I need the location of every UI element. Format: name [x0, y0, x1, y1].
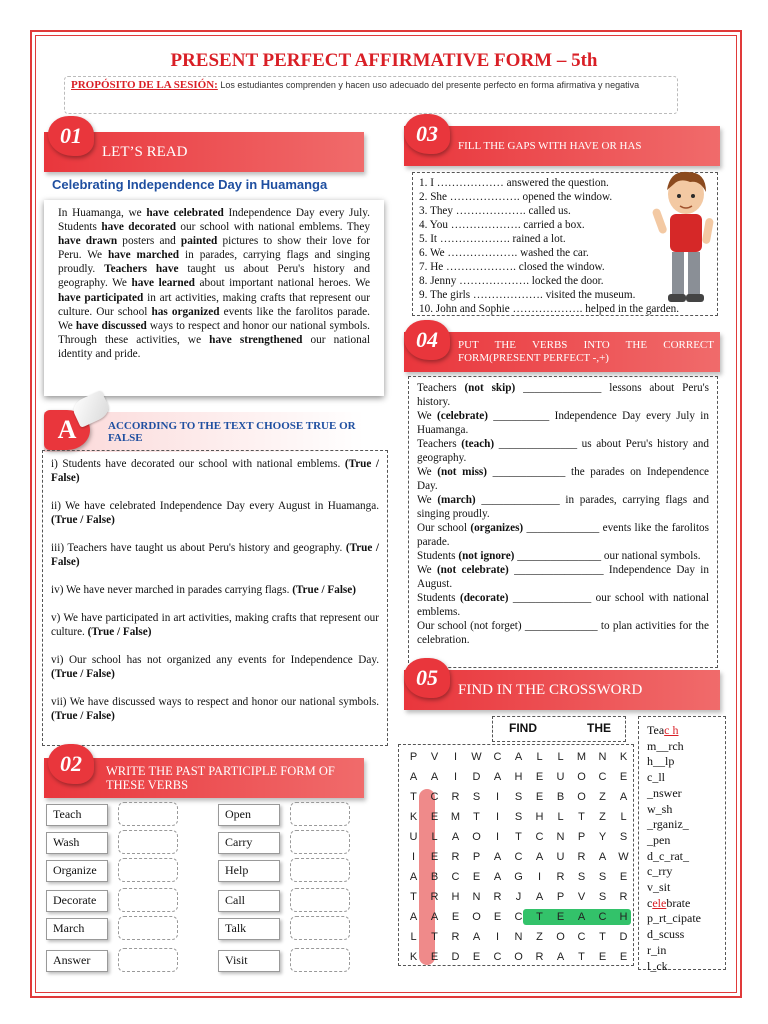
grid-letter[interactable]: K [619, 751, 628, 763]
section-1-heading: LET’S READ [102, 143, 188, 160]
sentence-rest: _______________ our national symbols. [514, 550, 701, 562]
bold-verb: have drawn [58, 235, 118, 248]
sentence-start: We [417, 466, 438, 478]
section-2-header [44, 751, 364, 798]
word-part: p_rt_cipate [647, 911, 701, 926]
word-list-item [647, 911, 717, 927]
word-list-item [647, 864, 717, 880]
verb-sentence [417, 619, 709, 647]
verb-sentence [417, 465, 709, 493]
sentence-start: Students [417, 592, 460, 604]
grid-letter[interactable]: I [453, 771, 458, 783]
word-list-item [647, 754, 717, 770]
sentence-start: We [417, 564, 437, 576]
grid-letter[interactable]: R [451, 851, 460, 863]
highlighted-letters: ele [652, 895, 667, 910]
word-list-item [647, 927, 717, 943]
page-title: PRESENT PERFECT AFFIRMATIVE FORM – 5th [170, 50, 598, 71]
true-false-choice[interactable]: (True / False) [51, 710, 115, 722]
grid-letter[interactable]: R [556, 871, 565, 883]
answer-blank[interactable] [290, 858, 350, 882]
verb-form-box [408, 376, 718, 668]
section-2-heading: WRITE THE PAST PARTICIPLE FORM OF THESE VERBS [106, 764, 335, 792]
gap-sentence: 2. She ………………. opened the window. [419, 191, 613, 203]
section-1-number: 01 [48, 116, 94, 156]
grid-letter[interactable]: A [598, 851, 607, 863]
word-part: c_rry [647, 864, 673, 879]
statement-text: iii) Teachers have taught us about Peru's history and geography. [51, 542, 346, 554]
find-label: FIND [509, 721, 537, 735]
grid-letter[interactable]: Z [536, 931, 543, 943]
grid-letter[interactable]: L [410, 931, 417, 943]
answer-blank[interactable] [290, 948, 350, 972]
grid-letter[interactable]: T [410, 791, 417, 803]
sentence-start: Our school (not forget) [417, 620, 525, 632]
grid-letter[interactable]: C [535, 831, 544, 843]
grid-letter[interactable]: E [619, 771, 628, 783]
section-4-number: 04 [404, 320, 450, 360]
bold-verb: have strengthened [209, 333, 303, 346]
purpose-label: PROPÓSITO DE LA SESIÓN: [71, 79, 218, 91]
word-list-item [647, 833, 717, 849]
grid-letter[interactable]: V [577, 891, 586, 903]
grid-letter[interactable]: P [409, 751, 418, 763]
grid-letter[interactable]: O [514, 951, 523, 963]
answer-blank[interactable] [118, 830, 178, 854]
grid-letter[interactable]: S [514, 811, 523, 823]
gap-sentence: 8. Jenny ………………. locked the door. [419, 275, 604, 287]
verb-word: Help [218, 860, 280, 882]
sentence-rest: ______________ in parades, carrying flags and singing proudly. [417, 494, 709, 520]
grid-letter[interactable]: U [409, 831, 418, 843]
word-list-item [647, 817, 717, 833]
grid-letter[interactable]: A [514, 751, 523, 763]
grid-letter[interactable]: P [577, 831, 586, 843]
sentence-rest: _____________ to plan activities for the celebration. [417, 620, 709, 646]
grid-letter[interactable]: E [472, 951, 481, 963]
word-list [638, 716, 726, 973]
grid-letter[interactable]: E [535, 771, 544, 783]
grid-letter[interactable]: A [493, 771, 502, 783]
bold-verb: have marched [108, 249, 180, 262]
purpose-text: Los estudiantes comprenden y hacen uso adecuado del presente perfecto en forma afirmativa y negativa [220, 80, 640, 90]
sentence-rest: ______________ our school with national emblems. [417, 592, 709, 618]
grid-letter[interactable]: S [514, 791, 523, 803]
grid-letter[interactable]: A [430, 771, 439, 783]
grid-letter[interactable]: O [556, 931, 565, 943]
verb-sentence [417, 437, 709, 465]
word-part: m__rch [647, 738, 684, 753]
grid-letter[interactable]: C [493, 951, 502, 963]
grid-letter[interactable]: K [409, 811, 418, 823]
grid-letter[interactable]: O [577, 771, 586, 783]
word-list-item [647, 770, 717, 786]
verb-sentence [417, 381, 709, 409]
grid-letter[interactable]: C [493, 751, 502, 763]
gap-sentence: 7. He ………………. closed the window. [419, 261, 605, 273]
section-5-header [404, 665, 720, 710]
answer-blank[interactable] [290, 888, 350, 912]
verb-prompt: (teach) [461, 438, 495, 450]
gap-sentence: 10. John and Sophie ………………. helped in the garden. [419, 303, 680, 315]
word-part: c_ll [647, 770, 665, 785]
grid-letter[interactable]: L [431, 831, 438, 843]
verb-word: Organize [46, 860, 108, 882]
grid-letter[interactable]: A [493, 871, 502, 883]
grid-letter[interactable]: C [514, 851, 523, 863]
grid-letter[interactable]: T [410, 891, 417, 903]
grid-letter[interactable]: U [556, 771, 565, 783]
answer-blank[interactable] [290, 916, 350, 940]
grid-letter[interactable]: A [535, 851, 544, 863]
grid-letter[interactable]: I [495, 931, 500, 943]
grid-letter[interactable]: D [451, 951, 460, 963]
gap-sentence: 4. You ………………. carried a box. [419, 219, 585, 231]
grid-letter[interactable]: K [409, 951, 418, 963]
sentence-rest: ______________ us about Peru's history and geography. [417, 438, 709, 464]
section-a-letter: A [44, 410, 90, 450]
grid-letter[interactable]: I [453, 751, 458, 763]
word-list-item [647, 786, 717, 802]
gap-sentence: 1. I ……………… answered the question. [419, 177, 609, 189]
statement-text: vii) We have discussed ways to respect and honor our national symbols. [51, 696, 379, 708]
grid-letter[interactable]: W [618, 851, 629, 863]
grid-letter[interactable]: P [556, 891, 565, 903]
grid-letter[interactable]: E [535, 791, 544, 803]
grid-letter[interactable]: I [495, 791, 500, 803]
grid-letter[interactable]: C [598, 771, 607, 783]
statement-text: v) We have participated in art activities, making crafts that represent our culture. [51, 612, 379, 638]
section-3-header [404, 121, 720, 166]
grid-letter[interactable]: U [556, 851, 565, 863]
sentence-start: Our school [417, 522, 471, 534]
answer-blank[interactable] [118, 948, 178, 972]
word-part: c [647, 895, 653, 910]
section-1-header [44, 123, 364, 172]
true-false-choice[interactable]: (True / False) [292, 584, 356, 596]
grid-letter[interactable]: O [472, 911, 481, 923]
answer-blank[interactable] [290, 802, 350, 826]
true-false-item [51, 583, 379, 597]
grid-letter[interactable]: O [577, 791, 586, 803]
grid-letter[interactable]: C [514, 911, 523, 923]
grid-letter[interactable]: R [577, 851, 586, 863]
grid-letter[interactable]: T [515, 831, 522, 843]
answer-blank[interactable] [118, 916, 178, 940]
verb-sentence [417, 493, 709, 521]
word-list-item [647, 849, 717, 865]
grid-letter[interactable]: E [430, 851, 439, 863]
verb-sentence [417, 549, 709, 563]
grid-letter[interactable]: H [514, 771, 523, 783]
find-the-box [492, 716, 626, 742]
grid-letter[interactable]: H [451, 891, 460, 903]
verb-prompt: (march) [437, 494, 476, 506]
gap-sentence: 9. The girls ………………. visited the museum. [419, 289, 636, 301]
grid-letter[interactable]: A [409, 871, 418, 883]
true-false-item [51, 541, 379, 569]
word-list-item [647, 739, 717, 755]
grid-letter[interactable]: A [430, 911, 439, 923]
true-false-choice[interactable]: (True / False) [51, 542, 379, 568]
word-list-item [647, 896, 717, 912]
verb-prompt: (not miss) [437, 466, 488, 478]
bold-verb: painted [180, 235, 218, 248]
grid-letter[interactable]: M [450, 811, 461, 823]
verb-word: Visit [218, 950, 280, 972]
bold-verb: Teachers have [104, 263, 179, 276]
section-5-banner [404, 670, 720, 710]
verb-prompt: (organizes) [470, 522, 524, 534]
bold-verb: have learned [131, 277, 195, 290]
verb-sentence [417, 591, 709, 619]
verb-prompt: (not ignore) [458, 550, 515, 562]
verb-word: Open [218, 804, 280, 826]
word-list-item [647, 802, 717, 818]
section-3-banner [404, 126, 720, 166]
grid-letter[interactable]: D [619, 931, 628, 943]
true-false-choice[interactable]: (True / False) [87, 626, 152, 638]
grid-letter[interactable]: Y [598, 831, 607, 843]
verb-word: March [46, 918, 108, 940]
grid-letter[interactable]: S [577, 871, 586, 883]
answer-blank[interactable] [118, 888, 178, 912]
word-list-item [647, 959, 717, 975]
verb-word: Call [218, 890, 280, 912]
grid-letter[interactable]: I [495, 831, 500, 843]
grid-letter[interactable]: A [619, 791, 628, 803]
grid-letter[interactable]: N [556, 831, 565, 843]
sentence-start: Teachers [417, 382, 465, 394]
grid-letter[interactable]: G [514, 871, 523, 883]
grid-letter[interactable]: V [430, 751, 439, 763]
true-false-item [51, 695, 379, 723]
verb-prompt: (not celebrate) [436, 564, 509, 576]
word-search-grid [398, 744, 634, 966]
grid-letter[interactable]: W [471, 751, 482, 763]
bold-verb: have participated [58, 291, 144, 304]
section-3-number: 03 [404, 114, 450, 154]
grid-letter[interactable]: E [619, 951, 628, 963]
word-part: brate [666, 895, 691, 910]
statement-text: ii) We have celebrated Independence Day every August in Huamanga. [51, 500, 379, 512]
grid-letter[interactable]: J [515, 891, 522, 903]
true-false-choice[interactable]: (True / False) [51, 514, 115, 526]
word-part: r_in [647, 942, 667, 957]
verb-word: Decorate [46, 890, 108, 912]
grid-letter[interactable]: B [556, 791, 565, 803]
bold-verb: have discussed [75, 319, 147, 332]
grid-letter[interactable]: R [619, 891, 628, 903]
sentence-rest: ________________ Independence Day in August. [417, 564, 709, 590]
answer-blank[interactable] [118, 802, 178, 826]
verb-word: Wash [46, 832, 108, 854]
gap-sentence: 3. They ………………. called us. [419, 205, 571, 217]
reading-text: In Huamanga, we have celebrated Independence Day every July. Students have decorated our school with national emblems. They have drawn posters and painted pictures to show their love for Peru. We have marched in parades, carrying flags and singing proudly. Teachers have taught us about Peru's history and geography. We have learned about important national heroes. We have participated in art activities, making crafts that represent our culture. Our school has organized events like the farolitos parade. We have discussed ways to respect and honor our national symbols. Through these activities, we have strengthened our national identity and pride. [44, 200, 384, 396]
sentence-start: Students [417, 550, 459, 562]
true-false-box [42, 450, 388, 746]
verb-sentence [417, 563, 709, 591]
verb-prompt: (celebrate) [437, 410, 488, 422]
true-false-item [51, 457, 379, 485]
statement-text: vi) Our school has not organized any events for Independence Day. [51, 654, 379, 666]
word-part: l_ck [647, 958, 668, 973]
section-3-heading: FILL THE GAPS WITH HAVE OR HAS [458, 140, 642, 152]
grid-letter[interactable]: E [430, 811, 439, 823]
true-false-item [51, 611, 379, 639]
grid-letter[interactable]: C [598, 911, 607, 923]
section-2-number: 02 [48, 744, 94, 784]
verb-prompt: (not skip) [464, 382, 516, 394]
grid-letter[interactable]: E [451, 911, 460, 923]
word-list-item [647, 943, 717, 959]
sentence-rest: _____________ the parades on Independence Day. [417, 466, 709, 492]
verb-word: Talk [218, 918, 280, 940]
word-list-item [647, 723, 717, 739]
true-false-item [51, 653, 379, 681]
grid-letter[interactable]: Z [599, 811, 606, 823]
grid-letter[interactable]: N [598, 751, 607, 763]
the-label: THE [587, 721, 611, 735]
participle-exercise [44, 800, 354, 980]
gap-sentence: 5. It ………………. rained a lot. [419, 233, 566, 245]
grid-letter[interactable]: B [430, 871, 439, 883]
boy-illustration [650, 168, 720, 310]
grid-letter[interactable]: A [409, 771, 418, 783]
grid-letter[interactable]: R [451, 791, 460, 803]
grid-letter[interactable]: C [430, 791, 439, 803]
verb-sentence [417, 409, 709, 437]
grid-letter[interactable]: M [576, 751, 587, 763]
grid-letter[interactable]: E [619, 871, 628, 883]
grid-letter[interactable]: H [535, 811, 544, 823]
sentence-rest: __________ Independence Day every July in Huamanga. [417, 410, 709, 436]
sentence-start: We [417, 410, 437, 422]
true-false-choice[interactable]: (True / False) [51, 458, 379, 484]
grid-letter[interactable]: D [472, 771, 481, 783]
grid-letter[interactable]: R [430, 891, 439, 903]
bold-verb: have decorated [101, 221, 176, 234]
grid-letter[interactable]: A [577, 911, 586, 923]
grid-letter[interactable]: C [451, 871, 460, 883]
word-part: _pen [647, 832, 671, 847]
section-5-number: 05 [404, 658, 450, 698]
grid-letter[interactable]: H [619, 911, 628, 923]
word-part: h__lp [647, 754, 675, 769]
true-false-choice[interactable]: (True / False) [51, 668, 115, 680]
grid-letter[interactable]: E [430, 951, 439, 963]
grid-letter[interactable]: A [493, 851, 502, 863]
grid-letter[interactable]: T [578, 811, 585, 823]
grid-letter[interactable]: Z [599, 791, 606, 803]
verb-word: Carry [218, 832, 280, 854]
grid-letter[interactable]: T [536, 911, 543, 923]
grid-letter[interactable]: T [578, 951, 585, 963]
verb-word: Teach [46, 804, 108, 826]
grid-letter[interactable]: S [472, 791, 481, 803]
grid-letter[interactable]: A [409, 911, 418, 923]
grid-letter[interactable]: R [493, 891, 502, 903]
grid-letter[interactable]: L [557, 811, 564, 823]
session-purpose [64, 76, 678, 114]
grid-letter[interactable]: L [557, 751, 564, 763]
sentence-start: Teachers [417, 438, 462, 450]
grid-letter[interactable]: T [431, 931, 438, 943]
grid-letter[interactable]: A [472, 931, 481, 943]
bold-verb: have celebrated [146, 207, 224, 219]
sentence-rest: ______________ lessons about Peru's history. [417, 382, 710, 408]
verb-prompt: (decorate) [459, 592, 509, 604]
sentence-start: We [417, 494, 438, 506]
section-5-heading: FIND IN THE CROSSWORD [458, 681, 643, 698]
grid-letter[interactable]: L [536, 751, 543, 763]
section-4-heading: PUT THE VERBS INTO THE CORRECT FORM(PRESENT PERFECT -,+) [458, 339, 714, 364]
grid-letter[interactable]: A [535, 891, 544, 903]
section-a-heading: ACCORDING TO THE TEXT CHOOSE TRUE OR FALSE [108, 420, 356, 444]
grid-letter[interactable]: S [619, 831, 628, 843]
grid-letter[interactable]: R [451, 931, 460, 943]
grid-letter[interactable]: S [598, 891, 607, 903]
grid-letter[interactable]: O [472, 831, 481, 843]
sentence-rest: _____________ events like the farolitos parade. [417, 522, 710, 548]
word-part: Tea [647, 723, 665, 737]
grid-letter[interactable]: N [472, 891, 481, 903]
word-part: v_sit [647, 880, 671, 895]
grid-letter[interactable]: E [598, 951, 607, 963]
statement-text: i) Students have decorated our school with national emblems. [51, 458, 345, 470]
grid-letter[interactable]: A [451, 831, 460, 843]
grid-letter[interactable]: C [577, 931, 586, 943]
word-part: _rganiz_ [647, 817, 689, 832]
reading-title: Celebrating Independence Day in Huamanga [52, 177, 328, 192]
true-false-item [51, 499, 379, 527]
verb-sentence [417, 521, 709, 549]
grid-letter[interactable]: I [537, 871, 542, 883]
grid-letter[interactable]: T [599, 931, 606, 943]
gap-sentence: 6. We ………………. washed the car. [419, 247, 589, 259]
grid-letter[interactable]: N [514, 931, 523, 943]
highlighted-letters: c h [664, 723, 679, 737]
answer-blank[interactable] [290, 830, 350, 854]
grid-letter[interactable]: I [495, 811, 500, 823]
section-a-header [44, 412, 364, 452]
word-part: _nswer [647, 785, 682, 800]
grid-letter[interactable]: L [620, 811, 627, 823]
word-list-item [647, 880, 717, 896]
grid-letter[interactable]: E [472, 871, 481, 883]
grid-letter[interactable]: R [535, 951, 544, 963]
answer-blank[interactable] [118, 858, 178, 882]
word-part: d_c_rat_ [647, 848, 689, 863]
verb-word: Answer [46, 950, 108, 972]
section-4-header [404, 327, 720, 372]
word-part: d_scuss [647, 927, 685, 942]
grid-letter[interactable]: E [493, 911, 502, 923]
grid-letter[interactable]: I [411, 851, 416, 863]
grid-letter[interactable]: T [473, 811, 480, 823]
word-part: w_sh [647, 801, 673, 816]
grid-letter[interactable]: E [556, 911, 565, 923]
grid-letter[interactable]: S [598, 871, 607, 883]
statement-text: iv) We have never marched in parades carrying flags. [51, 584, 293, 596]
bold-verb: has organized [151, 305, 220, 318]
section-4-banner [404, 332, 720, 372]
grid-letter[interactable]: A [556, 951, 565, 963]
grid-letter[interactable]: P [472, 851, 481, 863]
